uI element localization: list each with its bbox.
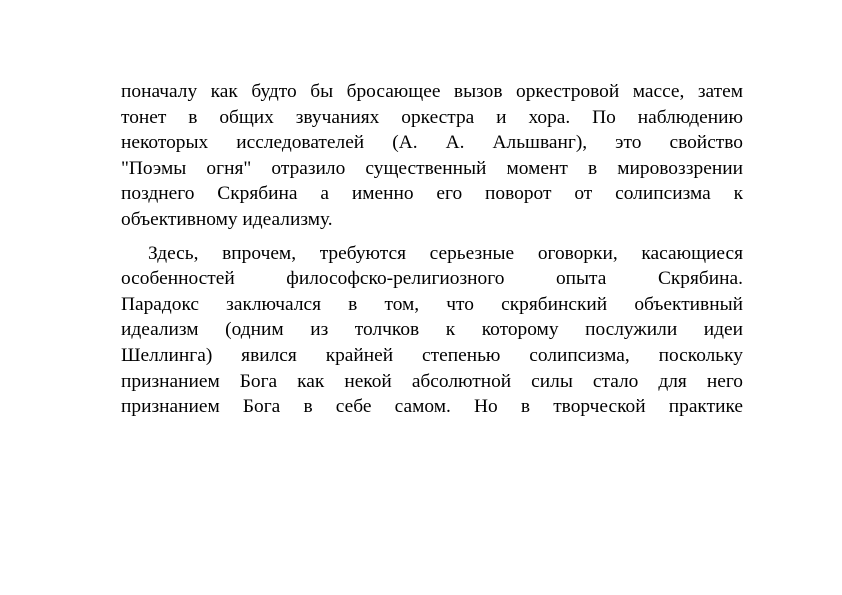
paragraph-1 (121, 79, 743, 233)
text-line: некоторых исследователей (А. А. Альшванг), это свойство (121, 132, 743, 154)
text-line: тонет в общих звучаниях оркестра и хора. По наблюдению (121, 106, 743, 128)
text-line: признанием Бога как некой абсолютной силы стало для него (121, 370, 743, 392)
paragraph-gap (121, 233, 743, 241)
text-line: признанием Бога в себе самом. Но в творческой практике (121, 396, 743, 418)
paragraph-2 (121, 241, 743, 420)
text-line: особенностей философско-религиозного опыта Скрябина. (121, 268, 743, 290)
text-line: позднего Скрябина а именно его поворот от солипсизма к (121, 183, 743, 205)
text-line: Здесь, впрочем, требуются серьезные оговорки, касающиеся (148, 242, 743, 264)
text-line: идеализм (одним из толчков к которому послужили идеи (121, 319, 743, 341)
text-line: поначалу как будто бы бросающее вызов оркестровой массе, затем (121, 81, 743, 102)
text-line: Парадокс заключался в том, что скрябинский объективный (121, 293, 743, 315)
text-line: "Поэмы огня" отразило существенный момент в мировоззрении (121, 157, 743, 179)
text-line: Шеллинга) явился крайней степенью солипсизма, поскольку (121, 344, 743, 366)
text-line: объективному идеализму. (121, 208, 333, 230)
body-text (121, 79, 743, 420)
